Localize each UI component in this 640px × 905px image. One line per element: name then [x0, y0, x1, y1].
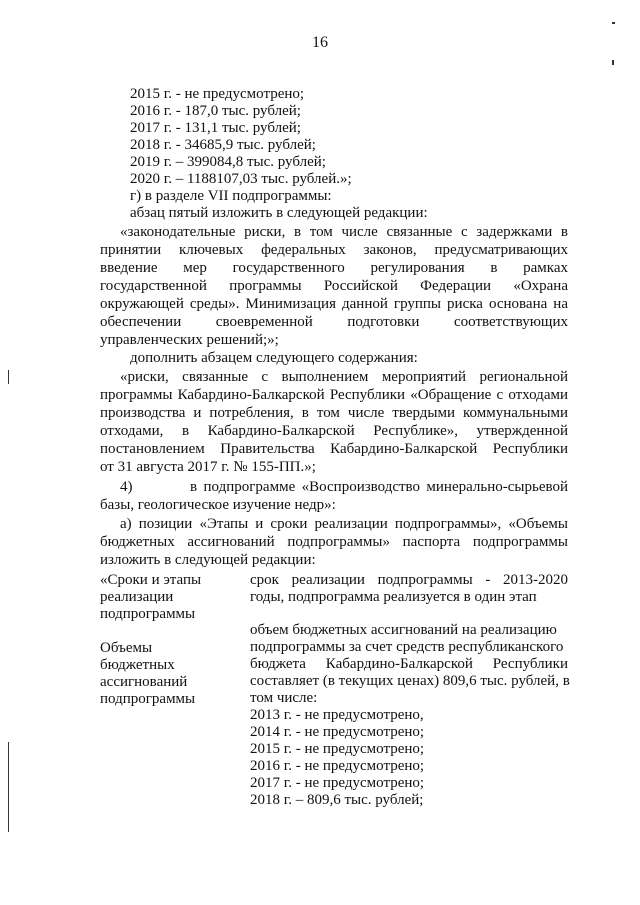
value-line: срок реализации подпрограммы - 2013-2020	[250, 572, 568, 588]
text-line: управленческих решений;»;	[100, 332, 279, 348]
scan-mark-top-right	[612, 22, 615, 24]
value-line: 2017 г. - не предусмотрено;	[250, 775, 425, 791]
text-line: от 31 августа 2017 г. № 155-ПП.»;	[100, 459, 316, 475]
value-line: объем бюджетных ассигнований на реализацию	[250, 622, 557, 638]
label-line: Объемы	[100, 640, 153, 656]
scan-margin-line-1	[8, 370, 9, 384]
text-line: принятии ключевых федеральных законов, предусматривающих	[100, 242, 568, 258]
text-line: 4) в подпрограмме «Воспроизводство минерально-сырьевой	[120, 479, 568, 495]
text-line: базы, геологическое изучение недр»:	[100, 497, 336, 513]
table-row-2-value	[250, 622, 568, 809]
scan-mark-right	[612, 60, 614, 65]
value-line: бюджета Кабардино-Балкарской Республики	[250, 656, 568, 672]
value-line: 2018 г. – 809,6 тыс. рублей;	[250, 792, 424, 808]
page-number: 16	[312, 34, 328, 51]
text-line: а) позиции «Этапы и сроки реализации подпрограммы», «Объемы	[120, 516, 568, 532]
label-line: бюджетных	[100, 657, 175, 673]
value-line: 2016 г. - не предусмотрено;	[250, 758, 425, 774]
text-line: 2019 г. – 399084,8 тыс. рублей;	[130, 154, 326, 170]
value-line: подпрограммы за счет средств республиканского	[250, 639, 564, 655]
text-line: окружающей среды». Минимизация данной группы риска основана на	[100, 296, 568, 312]
text-line: абзац пятый изложить в следующей редакции:	[130, 205, 428, 221]
text-line: изложить в следующей редакции:	[100, 552, 316, 568]
value-line: составляет (в текущих ценах) 809,6 тыс. рублей, в	[250, 673, 570, 689]
text-line: дополнить абзацем следующего содержания:	[130, 350, 418, 366]
value-line: 2014 г. - не предусмотрено;	[250, 724, 425, 740]
text-line: 2015 г. - не предусмотрено;	[130, 86, 305, 102]
label-line: подпрограммы	[100, 691, 196, 707]
text-line: программы Кабардино-Балкарской Республики «Обращение с отходами	[100, 387, 568, 403]
text-line: 2017 г. - 131,1 тыс. рублей;	[130, 120, 301, 136]
label-line: ассигнований	[100, 674, 188, 690]
text-line: производства и потребления, в том числе твердыми коммунальными	[100, 405, 568, 421]
scan-margin-line-2	[8, 742, 9, 832]
table-row-1-label	[100, 572, 240, 623]
text-line: г) в разделе VII подпрограммы:	[130, 188, 332, 204]
text-line: 2018 г. - 34685,9 тыс. рублей;	[130, 137, 316, 153]
table-row-2-label	[100, 640, 240, 708]
text-line: постановлением Правительства Кабардино-Балкарской Республики	[100, 441, 568, 457]
text-line: «законодательные риски, в том числе связанные с задержками в	[120, 224, 568, 240]
value-line: 2015 г. - не предусмотрено;	[250, 741, 425, 757]
text-line: бюджетных ассигнований подпрограммы» паспорта подпрограммы	[100, 534, 568, 550]
text-line: введение мер государственного регулирования в рамках	[100, 260, 568, 276]
text-line: обеспечении своевременной подготовки соответствующих	[100, 314, 568, 330]
value-line: том числе:	[250, 690, 318, 706]
text-line: «риски, связанные с выполнением мероприятий региональной	[120, 369, 568, 385]
value-line: годы, подпрограмма реализуется в один этап	[250, 589, 537, 605]
table-row-1-value	[250, 572, 568, 606]
text-line: 2016 г. - 187,0 тыс. рублей;	[130, 103, 301, 119]
value-line: 2013 г. - не предусмотрено,	[250, 707, 424, 723]
label-line: реализации	[100, 589, 174, 605]
text-line: 2020 г. – 1188107,03 тыс. рублей.»;	[130, 171, 352, 187]
text-line: отходами, в Кабардино-Балкарской Республике», утвержденной	[100, 423, 568, 439]
label-line: «Сроки и этапы	[100, 572, 202, 588]
text-line: государственной программы Российской Федерации «Охрана	[100, 278, 568, 294]
label-line: подпрограммы	[100, 606, 196, 622]
